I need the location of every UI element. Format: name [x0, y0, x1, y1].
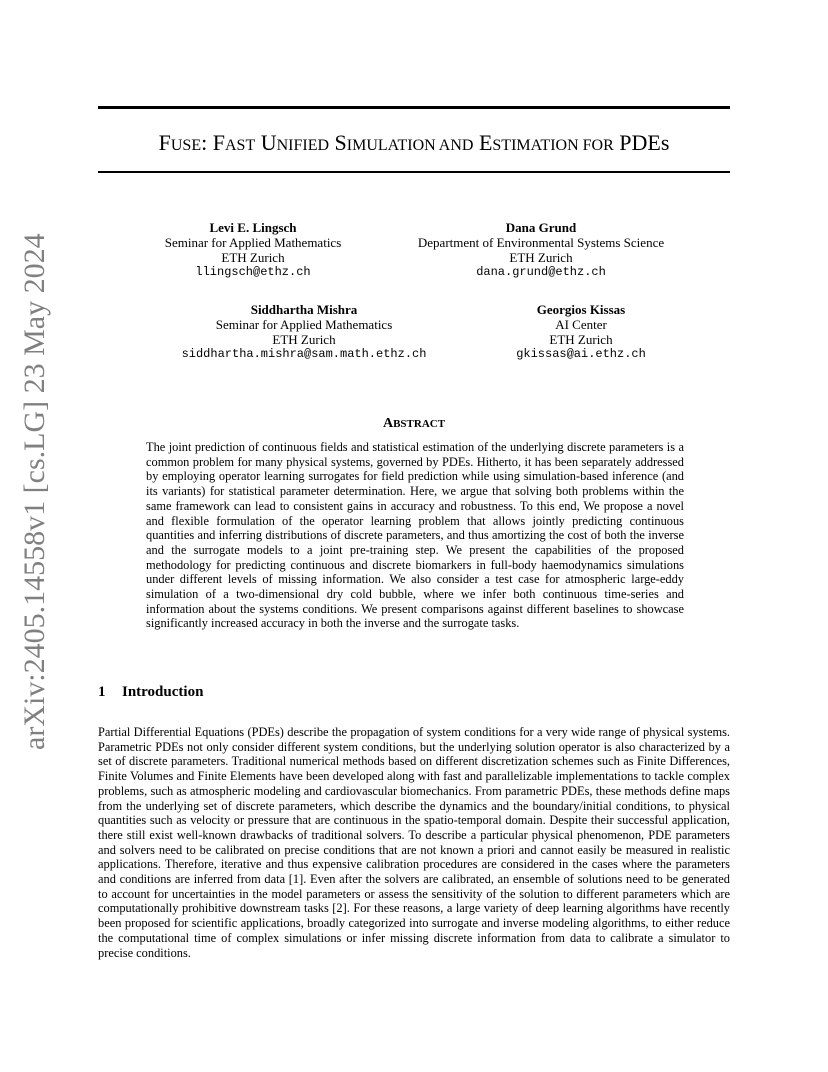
author-email[interactable]: siddhartha.mishra@sam.math.ethz.ch	[181, 347, 427, 361]
author-institution: ETH Zurich	[509, 250, 573, 265]
author-block	[180, 302, 428, 362]
author-block	[158, 220, 348, 280]
author-affiliation: Seminar for Applied Mathematics	[164, 235, 342, 250]
section-number: 1	[98, 684, 106, 700]
author-block	[410, 220, 672, 280]
abstract-text: The joint prediction of continuous fields and statistical estimation of the underlying discrete parameters is a common problem for many physical systems, governed by PDEs. Hitherto, it has been separately addressed by employing operator learning surrogates for field prediction while using simulation-based inference (and its variants) for statistical parameter determination. Here, we argue that solving both problems within the same framework can lead to consistent gains in accuracy and robustness. To this end, We propose a novel and flexible formulation of the operator learning problem that allows jointly predicting continuous quantities and inferring distributions of discrete parameters, and thus amortizing the cost of both the inverse and the surrogate models to a joint pre-training step. We present the capabilities of the proposed methodology for predicting continuous and discrete biomarkers in full-body haemodynamics simulations under different levels of missing information. We also consider a test case for atmospheric large-eddy simulation of a two-dimensional dry cold bubble, where we infer both continuous time-series and information about the systems conditions. We present comparisons against different baselines to showcase significantly increased accuracy in both the inverse and the surrogate tasks.	[146, 440, 684, 631]
section-heading	[98, 682, 730, 702]
author-institution: ETH Zurich	[272, 332, 336, 347]
author-institution: ETH Zurich	[549, 332, 613, 347]
author-name: Dana Grund	[505, 220, 577, 235]
title-rule-bottom	[98, 171, 730, 173]
introduction-text: Partial Differential Equations (PDEs) describe the propagation of system conditions for a very wide range of physical systems. Parametric PDEs not only consider different system conditions, but the underlying solution operator is also characterized by a set of discrete parameters. Traditional numerical methods based on different discretization schemes such as Finite Differences, Finite Volumes and Finite Elements have been developed along with fast and parallelizable implementations to tackle complex problems, such as atmospheric modeling and cardiovascular biomechanics. From parametric PDEs, these methods define maps from the underlying set of discrete parameters, which describe the dynamics and the boundary/initial conditions, to physical quantities such as velocity or pressure that are continuous in the spatio-temporal domain. Despite their successful application, there still exist well-known drawbacks of traditional solvers. To describe a particular physical phenomenon, PDE parameters and solvers need to be calibrated on precise conditions that are not known a priori and cannot easily be measured in realistic applications. Therefore, iterative and thus expensive calibration procedures are considered in the cases where the parameters and conditions are inferred from data [1]. Even after the solvers are calibrated, an ensemble of solutions need to be generated to account for uncertainties in the model parameters or assess the sensitivity of the solution to different parameters which are computationally prohibitive downstream tasks [2]. For these reasons, a large variety of deep learning algorithms have recently been proposed for scientific applications, broadly categorized into surrogate and inverse modeling algorithms, to either reduce the computational time of complex simulations or infer missing discrete information from data to calibrate a simulator to precise conditions.	[98, 725, 730, 960]
abstract-heading: ABSTRACT	[382, 416, 446, 431]
section-title: Introduction	[122, 684, 204, 700]
arxiv-watermark: arXiv:2405.14558v1 [cs.LG] 23 May 2024	[18, 233, 51, 750]
paper-title: FUSE: FAST UNIFIED SIMULATION AND ESTIMATION FOR PDEs	[158, 130, 670, 155]
author-email[interactable]: dana.grund@ethz.ch	[476, 265, 606, 279]
author-affiliation: Department of Environmental Systems Science	[417, 235, 665, 250]
author-name: Georgios Kissas	[536, 302, 626, 317]
author-affiliation: AI Center	[555, 317, 607, 332]
title-rule-top	[98, 106, 730, 109]
author-email[interactable]: gkissas@ai.ethz.ch	[516, 347, 646, 361]
author-affiliation: Seminar for Applied Mathematics	[215, 317, 393, 332]
author-name: Levi E. Lingsch	[209, 220, 297, 235]
author-email[interactable]: llingsch@ethz.ch	[195, 265, 311, 279]
author-block	[500, 302, 662, 362]
author-name: Siddhartha Mishra	[250, 302, 358, 317]
author-institution: ETH Zurich	[221, 250, 285, 265]
